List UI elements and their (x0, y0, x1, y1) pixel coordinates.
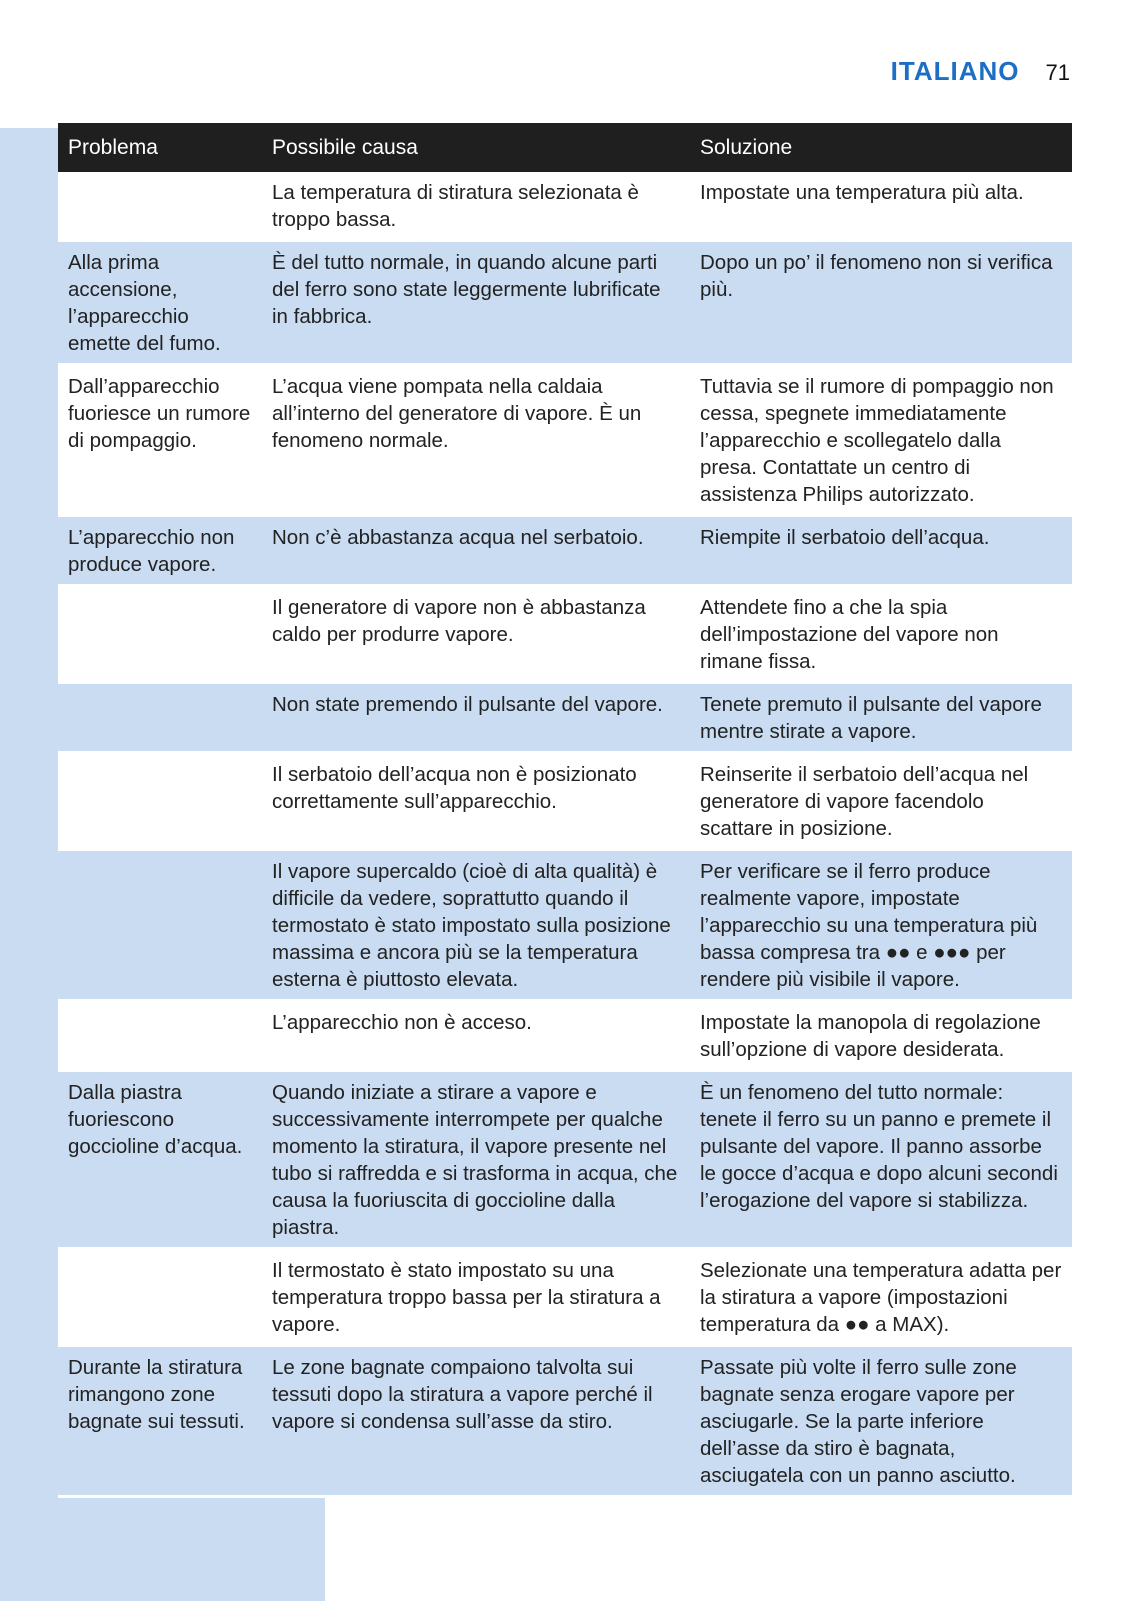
problem-cell: Dall’apparecchio fuoriesce un rumore di pompaggio. (58, 365, 262, 516)
cause-cell: L’acqua viene pompata nella caldaia all’interno del generatore di vapore. È un fenomeno normale. (262, 365, 690, 516)
problem-cell (58, 586, 262, 683)
problem-cell: Alla prima accensione, l’apparecchio emette del fumo. (58, 241, 262, 365)
table-row (58, 1071, 1072, 1249)
cause-cell: È del tutto normale, in quando alcune parti del ferro sono state leggermente lubrificate in fabbrica. (262, 241, 690, 365)
solution-cell: Impostate la manopola di regolazione sull’opzione di vapore desiderata. (690, 1001, 1072, 1071)
problem-cell: Dalla piastra fuoriescono goccioline d’acqua. (58, 1071, 262, 1249)
table-row (58, 1249, 1072, 1346)
table-row (58, 586, 1072, 683)
column-header-solution: Soluzione (690, 123, 1072, 172)
table-row (58, 850, 1072, 1001)
solution-cell: Riempite il serbatoio dell’acqua. (690, 516, 1072, 586)
column-header-problem: Problema (58, 123, 262, 172)
table-row (58, 172, 1072, 241)
page-header (891, 56, 1070, 92)
language-label: ITALIANO (890, 56, 1020, 86)
cause-cell: L’apparecchio non è acceso. (262, 1001, 690, 1071)
table-row (58, 1346, 1072, 1497)
problem-cell (58, 1249, 262, 1346)
cause-cell: Il vapore supercaldo (cioè di alta qualità) è difficile da vedere, soprattutto quando il termostato è stato impostato sulla posizione massima e ancora più se la temperatura esterna è piuttosto elevata. (262, 850, 690, 1001)
troubleshooting-table (58, 123, 1072, 1498)
solution-cell: Tenete premuto il pulsante del vapore mentre stirate a vapore. (690, 683, 1072, 753)
table-row (58, 241, 1072, 365)
problem-cell (58, 172, 262, 241)
problem-cell (58, 683, 262, 753)
cause-cell: Non c’è abbastanza acqua nel serbatoio. (262, 516, 690, 586)
solution-cell: Per verificare se il ferro produce realmente vapore, impostate l’apparecchio su una temperatura più bassa compresa tra ●● e ●●● per rendere più visibile il vapore. (690, 850, 1072, 1001)
problem-cell (58, 753, 262, 850)
cause-cell: La temperatura di stiratura selezionata è troppo bassa. (262, 172, 690, 241)
table-row (58, 365, 1072, 516)
cause-cell: Quando iniziate a stirare a vapore e successivamente interrompete per qualche momento la stiratura, il vapore presente nel tubo si raffredda e si trasforma in acqua, che causa la fuoriuscita di goccioline dalla piastra. (262, 1071, 690, 1249)
solution-cell: Dopo un po’ il fenomeno non si verifica più. (690, 241, 1072, 365)
table-row (58, 516, 1072, 586)
problem-cell: L’apparecchio non produce vapore. (58, 516, 262, 586)
solution-cell: Selezionate una temperatura adatta per la stiratura a vapore (impostazioni temperatura da ●● a MAX). (690, 1249, 1072, 1346)
cause-cell: Non state premendo il pulsante del vapore. (262, 683, 690, 753)
solution-cell: Impostate una temperatura più alta. (690, 172, 1072, 241)
cause-cell: Il generatore di vapore non è abbastanza caldo per produrre vapore. (262, 586, 690, 683)
problem-cell (58, 850, 262, 1001)
solution-cell: Reinserite il serbatoio dell’acqua nel generatore di vapore facendolo scattare in posizione. (690, 753, 1072, 850)
solution-cell: Tuttavia se il rumore di pompaggio non cessa, spegnete immediatamente l’apparecchio e scollegatelo dalla presa. Contattate un centro di assistenza Philips autorizzato. (690, 365, 1072, 516)
cause-cell: Il serbatoio dell’acqua non è posizionato correttamente sull’apparecchio. (262, 753, 690, 850)
cause-cell: Il termostato è stato impostato su una temperatura troppo bassa per la stiratura a vapore. (262, 1249, 690, 1346)
page-number: 71 (1045, 60, 1070, 85)
table-header-row (58, 123, 1072, 172)
solution-cell: Attendete fino a che la spia dell’impostazione del vapore non rimane fissa. (690, 586, 1072, 683)
column-header-cause: Possibile causa (262, 123, 690, 172)
table-row (58, 1001, 1072, 1071)
table-row (58, 683, 1072, 753)
side-color-band (0, 128, 58, 1601)
solution-cell: Passate più volte il ferro sulle zone bagnate senza erogare vapore per asciugarle. Se la parte inferiore dell’asse da stiro è bagnata, asciugatela con un panno asciutto. (690, 1346, 1072, 1497)
solution-cell: È un fenomeno del tutto normale: tenete il ferro su un panno e premete il pulsante del vapore. Il panno assorbe le gocce d’acqua e dopo alcuni secondi l’erogazione del vapore si stabilizza. (690, 1071, 1072, 1249)
cause-cell: Le zone bagnate compaiono talvolta sui tessuti dopo la stiratura a vapore perché il vapore si condensa sull’asse da stiro. (262, 1346, 690, 1497)
problem-cell (58, 1001, 262, 1071)
problem-cell: Durante la stiratura rimangono zone bagnate sui tessuti. (58, 1346, 262, 1497)
table-row (58, 753, 1072, 850)
